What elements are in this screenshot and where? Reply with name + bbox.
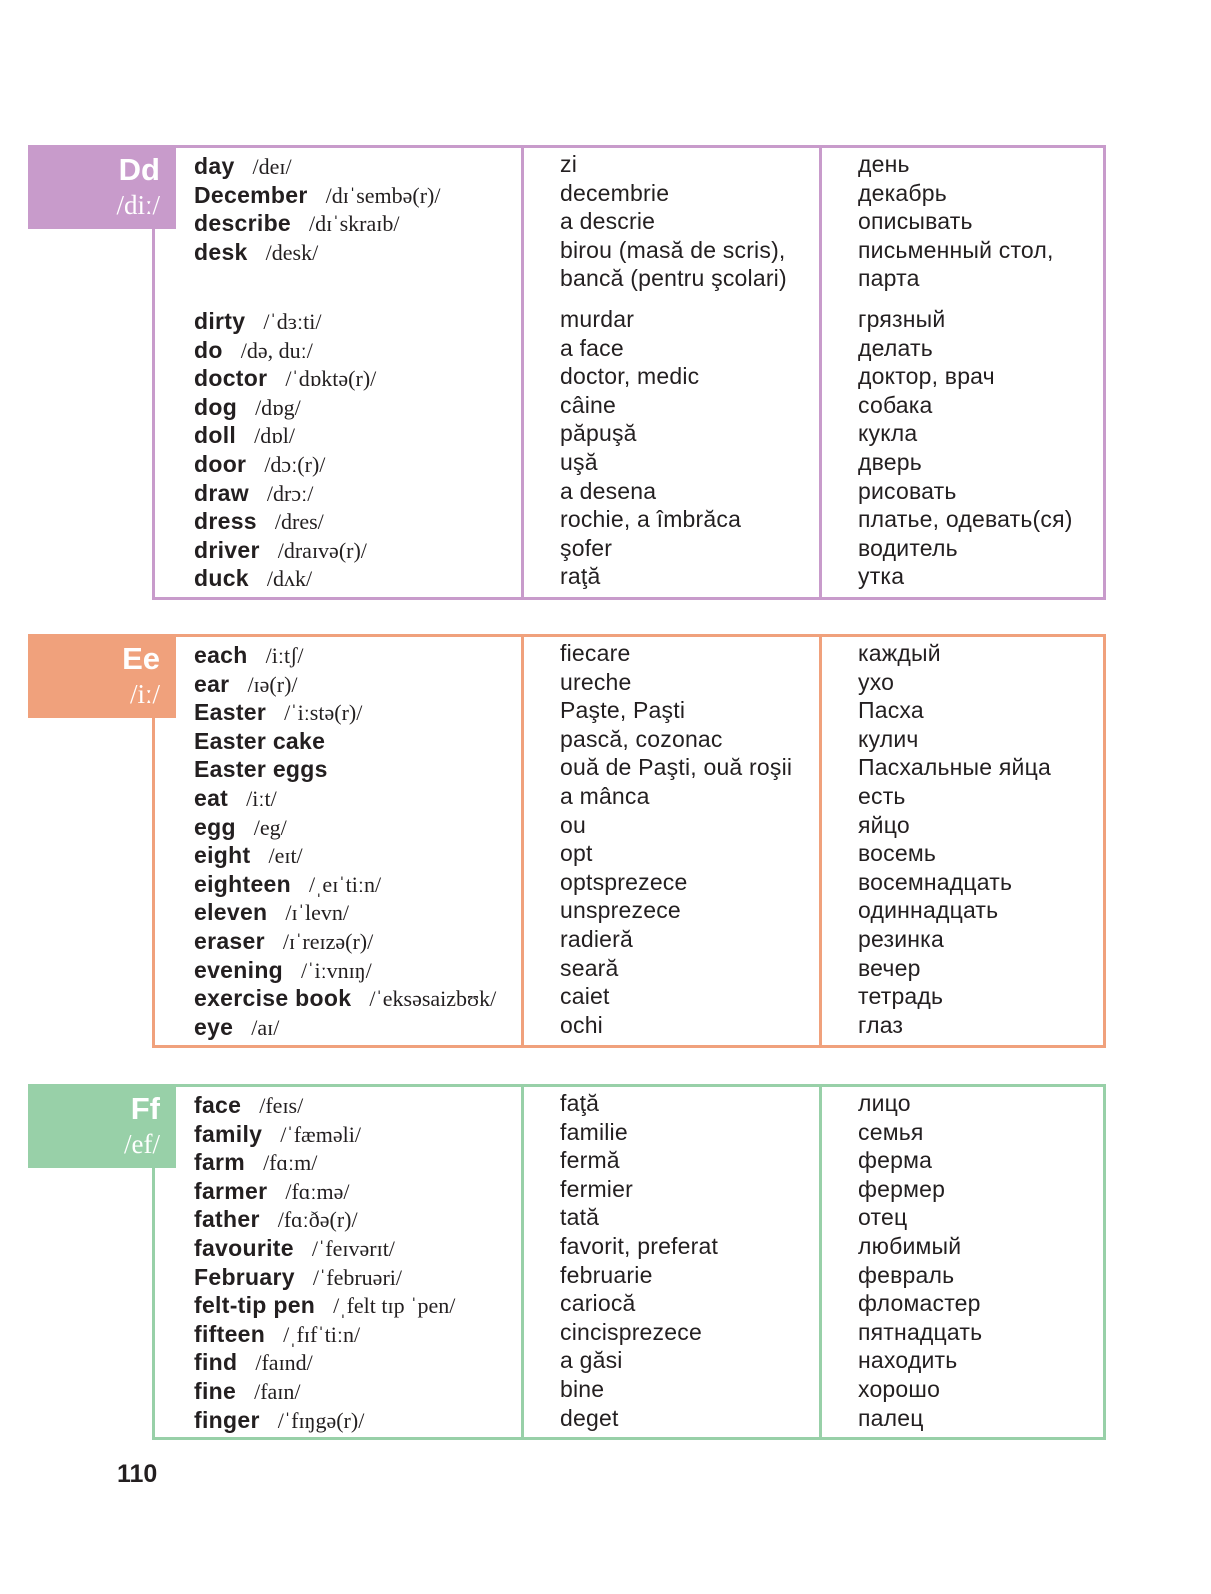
english-entry [194,727,524,756]
romanian-translation: favorit, preferat [560,1232,719,1259]
romanian-translation: caiet [560,983,610,1010]
english-entry [194,266,524,295]
section-dd [28,145,1108,600]
russian-translation: декабрь [858,179,947,206]
letter-pronunciation: /ef/ [124,1129,160,1159]
english-entry [194,181,524,210]
transcription: /ˈfɪŋgə(r)/ [277,1407,365,1433]
english-column [194,1091,524,1434]
headword: eleven [194,899,268,926]
english-entry [194,1177,524,1206]
romanian-translation: murdar [560,305,635,332]
headword: felt-tip pen [194,1292,316,1319]
headword: duck [194,565,249,592]
english-entry [194,698,524,727]
transcription: /deɪ/ [252,154,292,179]
russian-translation: кулич [858,725,919,752]
romanian-column [560,639,840,1039]
russian-translation: пятнадцать [858,1318,983,1345]
russian-translation: доктор, врач [858,363,995,390]
headword: December [194,181,308,208]
english-entry [194,784,524,813]
transcription: /dɔː(r)/ [264,451,326,477]
headword: fine [194,1377,237,1404]
transcription: /ˈiːstə(r)/ [284,700,363,726]
romanian-translation: unsprezece [560,897,681,924]
romanian-column [560,150,840,591]
russian-translation: ферма [858,1147,933,1174]
letter-heading: Dd [118,152,160,187]
letter-tab [28,634,176,718]
english-entry [194,755,524,784]
transcription: /ɪˈreɪzə(r)/ [282,928,374,954]
vocabulary-table [152,145,1106,600]
headword: egg [194,813,236,840]
english-column [194,641,524,1041]
letter-tab [28,1084,176,1168]
headword: evening [194,956,284,983]
russian-translation: яйцо [858,811,910,838]
russian-translation: есть [858,782,906,809]
english-entry [194,421,524,450]
headword: doctor [194,365,268,392]
russian-translation: кукла [858,420,918,447]
transcription: /feɪs/ [259,1093,304,1118]
russian-translation: грязный [858,305,946,332]
transcription: /ˈfebruəri/ [312,1264,402,1290]
headword: each [194,642,248,668]
russian-translation: Пасхальные яйца [858,754,1051,781]
english-entry [194,1234,524,1263]
russian-translation: день [858,151,910,177]
transcription: /fɑːmə/ [285,1178,350,1204]
section-ff [28,1084,1108,1440]
transcription: /dɪˈskraɪb/ [309,211,400,237]
russian-translation: парта [858,265,920,292]
headword: eat [194,784,229,811]
romanian-translation: deget [560,1404,619,1431]
headword: driver [194,536,260,563]
english-entry [194,1377,524,1406]
transcription: /dres/ [274,509,324,535]
headword: dress [194,508,257,535]
romanian-translation: ochi [560,1011,603,1038]
russian-translation: вечер [858,954,921,981]
russian-translation: фломастер [858,1290,981,1317]
russian-translation: глаз [858,1011,904,1038]
russian-translation: рисовать [858,477,957,504]
transcription: /ɪə(r)/ [247,671,298,697]
headword: family [194,1120,263,1147]
russian-translation: одиннадцать [858,897,999,924]
transcription: /ɪˈlevn/ [285,900,349,926]
transcription: /draɪvə(r)/ [277,537,367,563]
headword: draw [194,479,249,506]
russian-translation: фермер [858,1175,946,1202]
transcription: /ˈdɒktə(r)/ [285,366,377,392]
russian-translation: палец [858,1404,924,1431]
russian-translation: находить [858,1347,958,1374]
transcription: /ˈfeɪvərɪt/ [311,1235,395,1261]
english-entry [194,670,524,699]
russian-translation: водитель [858,534,958,561]
romanian-translation: raţă [560,563,601,590]
english-entry [194,1091,524,1120]
headword: dirty [194,307,246,334]
headword: eight [194,842,251,869]
transcription: /fɑːðə(r)/ [277,1207,358,1233]
romanian-translation: radieră [560,925,633,952]
headword: father [194,1206,260,1233]
romanian-translation: a desena [560,477,657,504]
russian-translation: хорошо [858,1375,941,1402]
romanian-translation: a mânca [560,782,650,809]
transcription: /dɪˈsembə(r)/ [325,182,441,208]
russian-translation: Пасха [858,697,924,724]
romanian-translation: fermă [560,1147,620,1174]
letter-pronunciation: /diː/ [116,190,160,220]
transcription: /ˈdɜːti/ [263,308,322,334]
headword: ear [194,670,230,697]
romanian-translation: opt [560,840,593,867]
russian-translation: описывать [858,208,973,235]
romanian-translation: seară [560,954,619,981]
english-entry [194,479,524,508]
english-entry [194,1320,524,1349]
romanian-translation: şofer [560,534,613,561]
headword: day [194,153,235,179]
english-entry [194,641,524,670]
headword: February [194,1263,295,1290]
russian-column [858,1089,1108,1432]
headword: find [194,1349,238,1376]
transcription: /drɔː/ [266,480,314,506]
russian-translation: дверь [858,448,922,475]
romanian-translation: a face [560,334,624,361]
headword: Easter [194,699,267,726]
page-number: 110 [117,1460,158,1488]
transcription: /ˌeɪˈtiːn/ [308,871,382,897]
english-entry [194,1205,524,1234]
transcription: /eɪt/ [268,843,303,869]
english-entry [194,450,524,479]
headword: eighteen [194,870,291,897]
romanian-translation: familie [560,1118,628,1145]
transcription: /də, duː/ [240,337,313,363]
vocabulary-table [152,1084,1106,1440]
english-entry [194,898,524,927]
headword: describe [194,210,292,237]
romanian-column [560,1089,840,1432]
transcription: /ˌfɪfˈtiːn/ [283,1321,361,1347]
romanian-translation: păpuşă [560,420,637,447]
english-entry [194,841,524,870]
english-entry [194,307,524,336]
romanian-translation: birou (masă de scris), [560,236,786,263]
russian-translation: платье, одевать(ся) [858,506,1073,533]
romanian-translation: ouă de Paşti, ouă roşii [560,754,793,781]
transcription: /ˈfæməli/ [280,1121,361,1147]
letter-heading: Ee [122,641,160,676]
headword: exercise book [194,985,352,1012]
transcription: /ˌfelt tɪp ˈpen/ [333,1293,456,1319]
transcription: /faɪnd/ [255,1350,313,1376]
english-entry [194,336,524,365]
romanian-translation: Paşte, Paşti [560,697,686,724]
letter-tab [28,145,176,229]
transcription: /dɒl/ [254,423,295,449]
romanian-translation: zi [560,151,578,177]
romanian-translation: pască, cozonac [560,725,723,752]
transcription: /ˈiːvnɪŋ/ [301,957,372,983]
headword: favourite [194,1234,294,1261]
english-entry [194,1120,524,1149]
headword: finger [194,1406,260,1433]
english-entry [194,1148,524,1177]
russian-translation: любимый [858,1232,962,1259]
english-entry [194,1348,524,1377]
transcription: /ˈeksəsaizbʊk/ [369,986,497,1012]
transcription: /dʌk/ [266,566,313,592]
headword: doll [194,422,237,449]
romanian-translation: tată [560,1204,600,1231]
russian-column [858,639,1108,1039]
transcription: /eg/ [253,814,287,840]
romanian-translation: cariocă [560,1290,636,1317]
headword: eraser [194,927,265,954]
russian-column [858,150,1108,591]
headword: do [194,336,223,363]
headword: door [194,450,247,477]
russian-translation: утка [858,563,905,590]
russian-translation: лицо [858,1090,911,1116]
english-column [194,152,524,593]
russian-translation: февраль [858,1261,955,1288]
english-entry [194,1263,524,1292]
headword: Easter eggs [194,756,328,783]
english-entry [194,1013,524,1042]
headword: eye [194,1013,234,1040]
headword: farm [194,1149,246,1176]
headword: dog [194,393,238,420]
transcription: /iːt/ [246,785,277,811]
english-entry [194,956,524,985]
english-entry [194,984,524,1013]
russian-translation: восемнадцать [858,868,1013,895]
romanian-translation: doctor, medic [560,363,700,390]
romanian-translation: fermier [560,1175,633,1202]
russian-translation: собака [858,391,933,418]
english-entry [194,813,524,842]
english-entry [194,364,524,393]
english-entry [194,393,524,422]
letter-pronunciation: /iː/ [129,679,160,709]
romanian-translation: uşă [560,448,598,475]
romanian-translation: a găsi [560,1347,623,1374]
romanian-translation: decembrie [560,179,670,206]
russian-translation: тетрадь [858,983,944,1010]
romanian-translation: cincisprezece [560,1318,702,1345]
transcription: /desk/ [265,239,319,265]
headword: desk [194,238,248,265]
headword: Easter cake [194,727,326,754]
transcription: /dɒg/ [255,394,301,420]
romanian-translation: rochie, a îmbrăca [560,506,742,533]
headword: farmer [194,1177,268,1204]
romanian-translation: ou [560,811,586,838]
english-entry [194,870,524,899]
romanian-translation: a descrie [560,208,656,235]
vocabulary-table [152,634,1106,1048]
romanian-translation: fiecare [560,640,631,666]
romanian-translation: optsprezece [560,868,688,895]
english-entry [194,152,524,181]
russian-translation: каждый [858,640,941,666]
transcription: /aɪ/ [251,1014,280,1040]
romanian-translation: câine [560,391,616,418]
english-entry [194,507,524,536]
russian-translation: семья [858,1118,924,1145]
english-entry [194,564,524,593]
russian-translation: письменный стол, [858,236,1054,263]
russian-translation: ухо [858,668,895,695]
russian-translation: восемь [858,840,937,867]
english-entry [194,209,524,238]
transcription: /iːtʃ/ [265,643,304,668]
romanian-translation: bancă (pentru şcolari) [560,265,787,292]
english-entry [194,536,524,565]
english-entry [194,927,524,956]
romanian-translation: bine [560,1375,605,1402]
russian-translation: резинка [858,925,944,952]
headword: face [194,1092,242,1118]
russian-translation: делать [858,334,933,361]
transcription: /faɪn/ [254,1378,301,1404]
english-entry [194,1291,524,1320]
letter-heading: Ff [130,1091,160,1126]
english-entry [194,1406,524,1435]
english-entry [194,238,524,267]
romanian-translation: faţă [560,1090,600,1116]
transcription: /fɑːm/ [263,1150,318,1176]
russian-translation: отец [858,1204,908,1231]
romanian-translation: ureche [560,668,632,695]
section-ee [28,634,1108,1048]
headword: fifteen [194,1320,266,1347]
romanian-translation: februarie [560,1261,653,1288]
